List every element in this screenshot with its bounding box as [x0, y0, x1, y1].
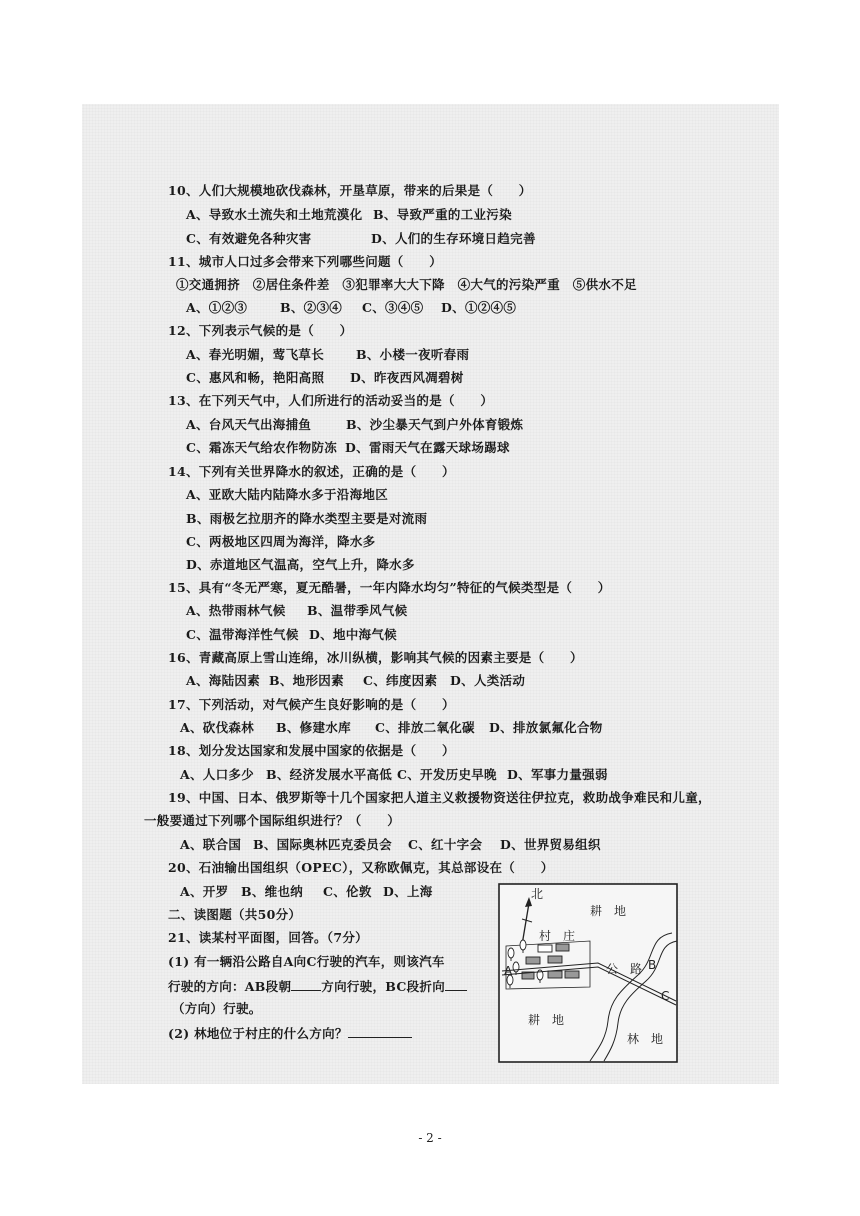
q17-option-b: B、修建水库 — [276, 720, 351, 735]
farmland-top-label: 耕 地 — [590, 904, 627, 918]
q21-part1-text-b: 方向行驶，BC段折向 — [321, 979, 446, 994]
q14-option-d: D、赤道地区气温高，空气上升，降水多 — [186, 557, 415, 572]
q12-stem: 12、下列表示气候的是（ ） — [168, 323, 353, 338]
q13-option-b: B、沙尘暴天气到户外体育锻炼 — [346, 417, 524, 432]
q16-option-d: D、人类活动 — [450, 673, 526, 688]
q21-part1-line1: (1) 有一辆沿公路自A向C行驶的汽车，则该汽车 — [168, 954, 445, 969]
q19-option-b: B、国际奥林匹克委员会 — [253, 837, 392, 852]
q18-option-a: A、人口多少 — [180, 767, 254, 782]
q11-option-a: A、①②③ — [186, 300, 248, 315]
q11-option-d: D、①②④⑤ — [441, 300, 517, 315]
q13-option-c: C、霜冻天气给农作物防冻 — [186, 440, 338, 455]
q17-option-a: A、砍伐森林 — [180, 720, 254, 735]
q19-stem-line1: 19、中国、日本、俄罗斯等十几个国家把人道主义救援物资送往伊拉克，救助战争难民和儿童， — [168, 790, 711, 805]
q10-stem: 10、人们大规模地砍伐森林，开垦草原，带来的后果是（ ） — [168, 183, 532, 198]
q10-option-d: D、人们的生存环境日趋完善 — [371, 231, 536, 246]
village-label: 村 庄 — [539, 929, 576, 943]
q15-option-c: C、温带海洋性气候 — [186, 627, 299, 642]
q16-option-a: A、海陆因素 — [186, 673, 260, 688]
q20-option-a: A、开罗 — [180, 884, 229, 899]
q10-option-b: B、导致严重的工业污染 — [373, 207, 512, 222]
q21-part1-line2 — [168, 978, 467, 995]
q17-option-c: C、排放二氧化碳 — [375, 720, 475, 735]
q21-part2-text: (2) 林地位于村庄的什么方向？ — [168, 1026, 348, 1041]
point-c-label: C — [661, 989, 670, 1003]
q15-option-b: B、温带季风气候 — [307, 603, 408, 618]
forest-label: 林 地 — [627, 1032, 664, 1046]
q14-option-b: B、雨极乞拉朋齐的降水类型主要是对流雨 — [186, 511, 428, 526]
q10-option-c: C、有效避免各种灾害 — [186, 231, 312, 246]
q11-option-c: C、③④⑤ — [362, 300, 424, 315]
q20-option-c: C、伦敦 — [323, 884, 372, 899]
q12-option-b: B、小楼一夜听春雨 — [356, 347, 470, 362]
q19-option-a: A、联合国 — [180, 837, 242, 852]
q10-option-a: A、导致水土流失和土地荒漠化 — [186, 207, 363, 222]
q12-option-c: C、惠风和畅，艳阳高照 — [186, 370, 325, 385]
q21-part2 — [168, 1025, 412, 1042]
q11-items: ①交通拥挤 ②居住条件差 ③犯罪率大大下降 ④大气的污染严重 ⑤供水不足 — [176, 277, 637, 292]
q11-stem: 11、城市人口过多会带来下列哪些问题（ ） — [168, 254, 442, 269]
q13-option-d: D、雷雨天气在露天球场踢球 — [345, 440, 510, 455]
q17-option-d: D、排放氯氟化合物 — [489, 720, 603, 735]
point-a-label: A — [504, 964, 513, 978]
road-label: 公 路 — [606, 962, 643, 976]
answer-blank-forest-direction[interactable] — [348, 1025, 412, 1038]
q21-part1-line3: （方向）行驶。 — [172, 1001, 262, 1016]
q12-option-d: D、昨夜西风凋碧树 — [350, 370, 464, 385]
answer-blank-ab[interactable] — [291, 978, 321, 991]
q14-option-c: C、两极地区四周为海洋，降水多 — [186, 534, 376, 549]
q16-option-b: B、地形因素 — [269, 673, 344, 688]
north-label: 北 — [531, 887, 544, 901]
q14-option-a: A、亚欧大陆内陆降水多于沿海地区 — [186, 487, 388, 502]
farmland-bottom-label: 耕 地 — [528, 1013, 565, 1027]
q18-option-b: B、经济发展水平高低 — [266, 767, 393, 782]
q20-option-b: B、维也纳 — [241, 884, 304, 899]
q14-stem: 14、下列有关世界降水的叙述，正确的是（ ） — [168, 464, 455, 479]
q17-stem: 17、下列活动，对气候产生良好影响的是（ ） — [168, 697, 455, 712]
q20-option-d: D、上海 — [383, 884, 433, 899]
q21-part1-text-a: 行驶的方向：AB段朝 — [168, 979, 292, 994]
q18-option-c: C、开发历史早晚 — [397, 767, 497, 782]
q19-stem-line2: 一般要通过下列哪个国际组织进行？（ ） — [144, 813, 401, 828]
q21-stem: 21、读某村平面图，回答。（7分） — [168, 930, 368, 945]
q18-stem: 18、划分发达国家和发展中国家的依据是（ ） — [168, 743, 455, 758]
q13-stem: 13、在下列天气中，人们所进行的活动妥当的是（ ） — [168, 393, 494, 408]
page-number: - 2 - — [418, 1131, 442, 1145]
q15-option-a: A、热带雨林气候 — [186, 603, 286, 618]
section-2-heading: 二、读图题（共50分） — [168, 907, 302, 922]
q12-option-a: A、春光明媚，莺飞草长 — [186, 347, 324, 362]
q19-option-d: D、世界贸易组织 — [500, 837, 601, 852]
village-map — [498, 883, 678, 1063]
answer-blank-bc[interactable] — [445, 978, 467, 991]
point-b-label: B — [648, 958, 657, 972]
q16-option-c: C、纬度因素 — [363, 673, 438, 688]
q15-option-d: D、地中海气候 — [309, 627, 397, 642]
q16-stem: 16、青藏高原上雪山连绵，冰川纵横，影响其气候的因素主要是（ ） — [168, 650, 583, 665]
q13-option-a: A、台风天气出海捕鱼 — [186, 417, 312, 432]
q15-stem: 15、具有“冬无严寒，夏无酷暑，一年内降水均匀”特征的气候类型是（ ） — [168, 580, 611, 595]
q18-option-d: D、军事力量强弱 — [507, 767, 608, 782]
q20-stem: 20、石油输出国组织（OPEC），又称欧佩克，其总部设在（ ） — [168, 860, 554, 875]
q19-option-c: C、红十字会 — [408, 837, 483, 852]
q11-option-b: B、②③④ — [280, 300, 343, 315]
